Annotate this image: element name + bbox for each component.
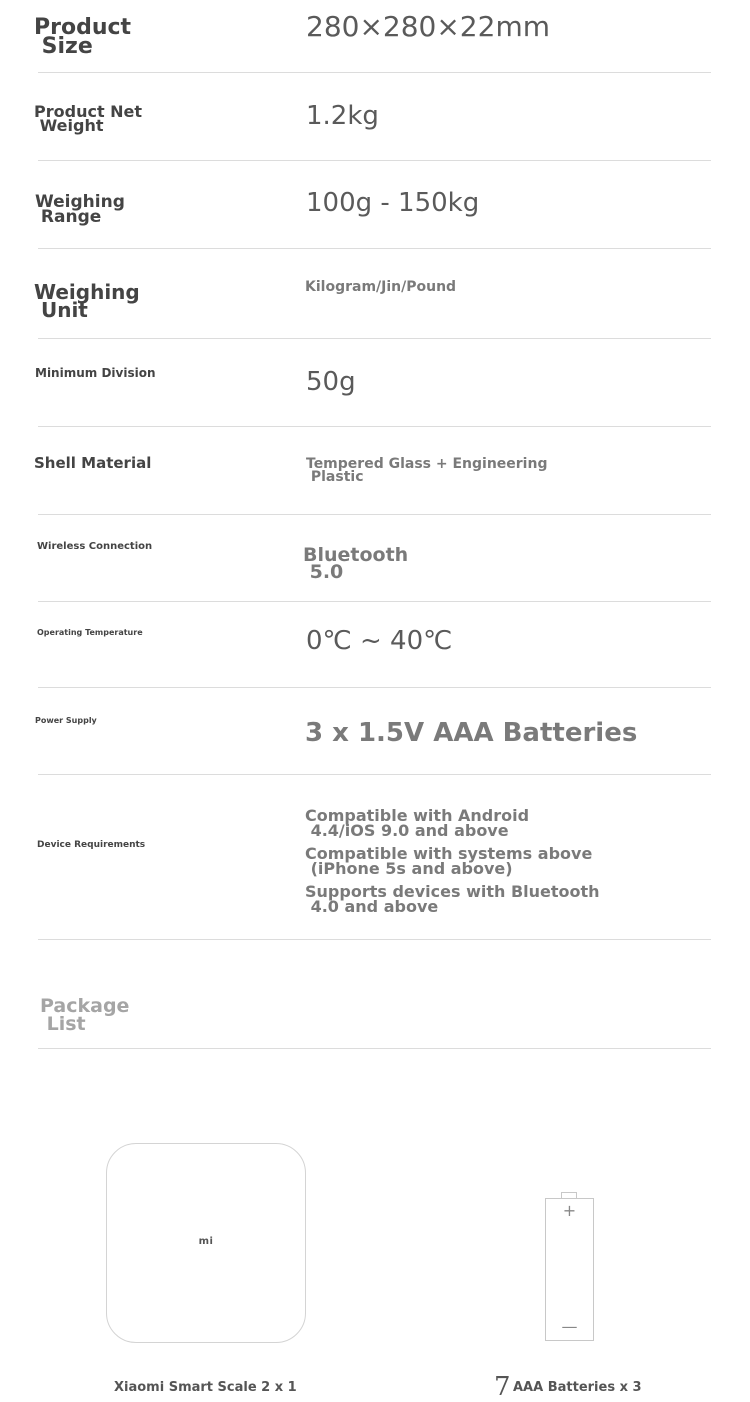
device-requirement-line: Compatible with Android 4.4/iOS 9.0 and above [305,806,530,841]
spec-value-wireless-connection: Bluetooth 5.0 [303,544,409,584]
device-requirement-line: Supports devices with Bluetooth 4.0 and above [305,882,600,917]
spec-label-minimum-division: Minimum Division [35,366,156,380]
spec-value-weighing-unit: Kilogram/Jin/Pound [305,279,457,295]
row-divider [38,687,711,688]
row-divider [38,72,711,73]
spec-value-shell-material: Tempered Glass + Engineering Plastic [306,456,548,485]
row-divider [38,514,711,515]
smart-scale-image [106,1143,306,1343]
spec-label-net-weight: Product Net Weight [34,102,143,136]
package-list-title: Package List [40,995,130,1036]
spec-label-weighing-unit: Weighing Unit [34,280,140,322]
row-divider [38,248,711,249]
aaa-battery-image [545,1198,594,1341]
scale-caption: Xiaomi Smart Scale 2 x 1 [114,1380,297,1395]
spec-value-product-size: 280×280×22mm [306,10,550,43]
spec-value-power-supply: 3 x 1.5V AAA Batteries [305,718,638,748]
spec-label-device-requirements: Device Requirements [37,840,146,850]
row-divider [38,1048,711,1049]
mi-logo: mi [198,1236,214,1247]
battery-caption: AAA Batteries x 3 [513,1380,642,1395]
spec-label-product-size: Product Size [34,15,132,60]
battery-plus-icon: + [562,1201,577,1220]
spec-label-power-supply: Power Supply [35,716,97,725]
battery-caption-mark: 7 [494,1372,511,1402]
row-divider [38,426,711,427]
spec-label-operating-temperature: Operating Temperature [37,628,143,637]
spec-value-minimum-division: 50g [306,367,356,397]
spec-value-operating-temperature: 0℃ ~ 40℃ [306,626,453,656]
row-divider [38,939,711,940]
row-divider [38,160,711,161]
battery-minus-icon: — [561,1317,578,1336]
device-requirement-line: Compatible with systems above (iPhone 5s and above) [305,844,593,879]
spec-label-shell-material: Shell Material [34,454,152,472]
spec-value-net-weight: 1.2kg [306,101,379,131]
row-divider [38,338,711,339]
spec-label-wireless-connection: Wireless Connection [37,541,153,552]
row-divider [38,601,711,602]
row-divider [38,774,711,775]
spec-value-weighing-range: 100g - 150kg [306,188,480,218]
spec-label-weighing-range: Weighing Range [35,192,125,227]
